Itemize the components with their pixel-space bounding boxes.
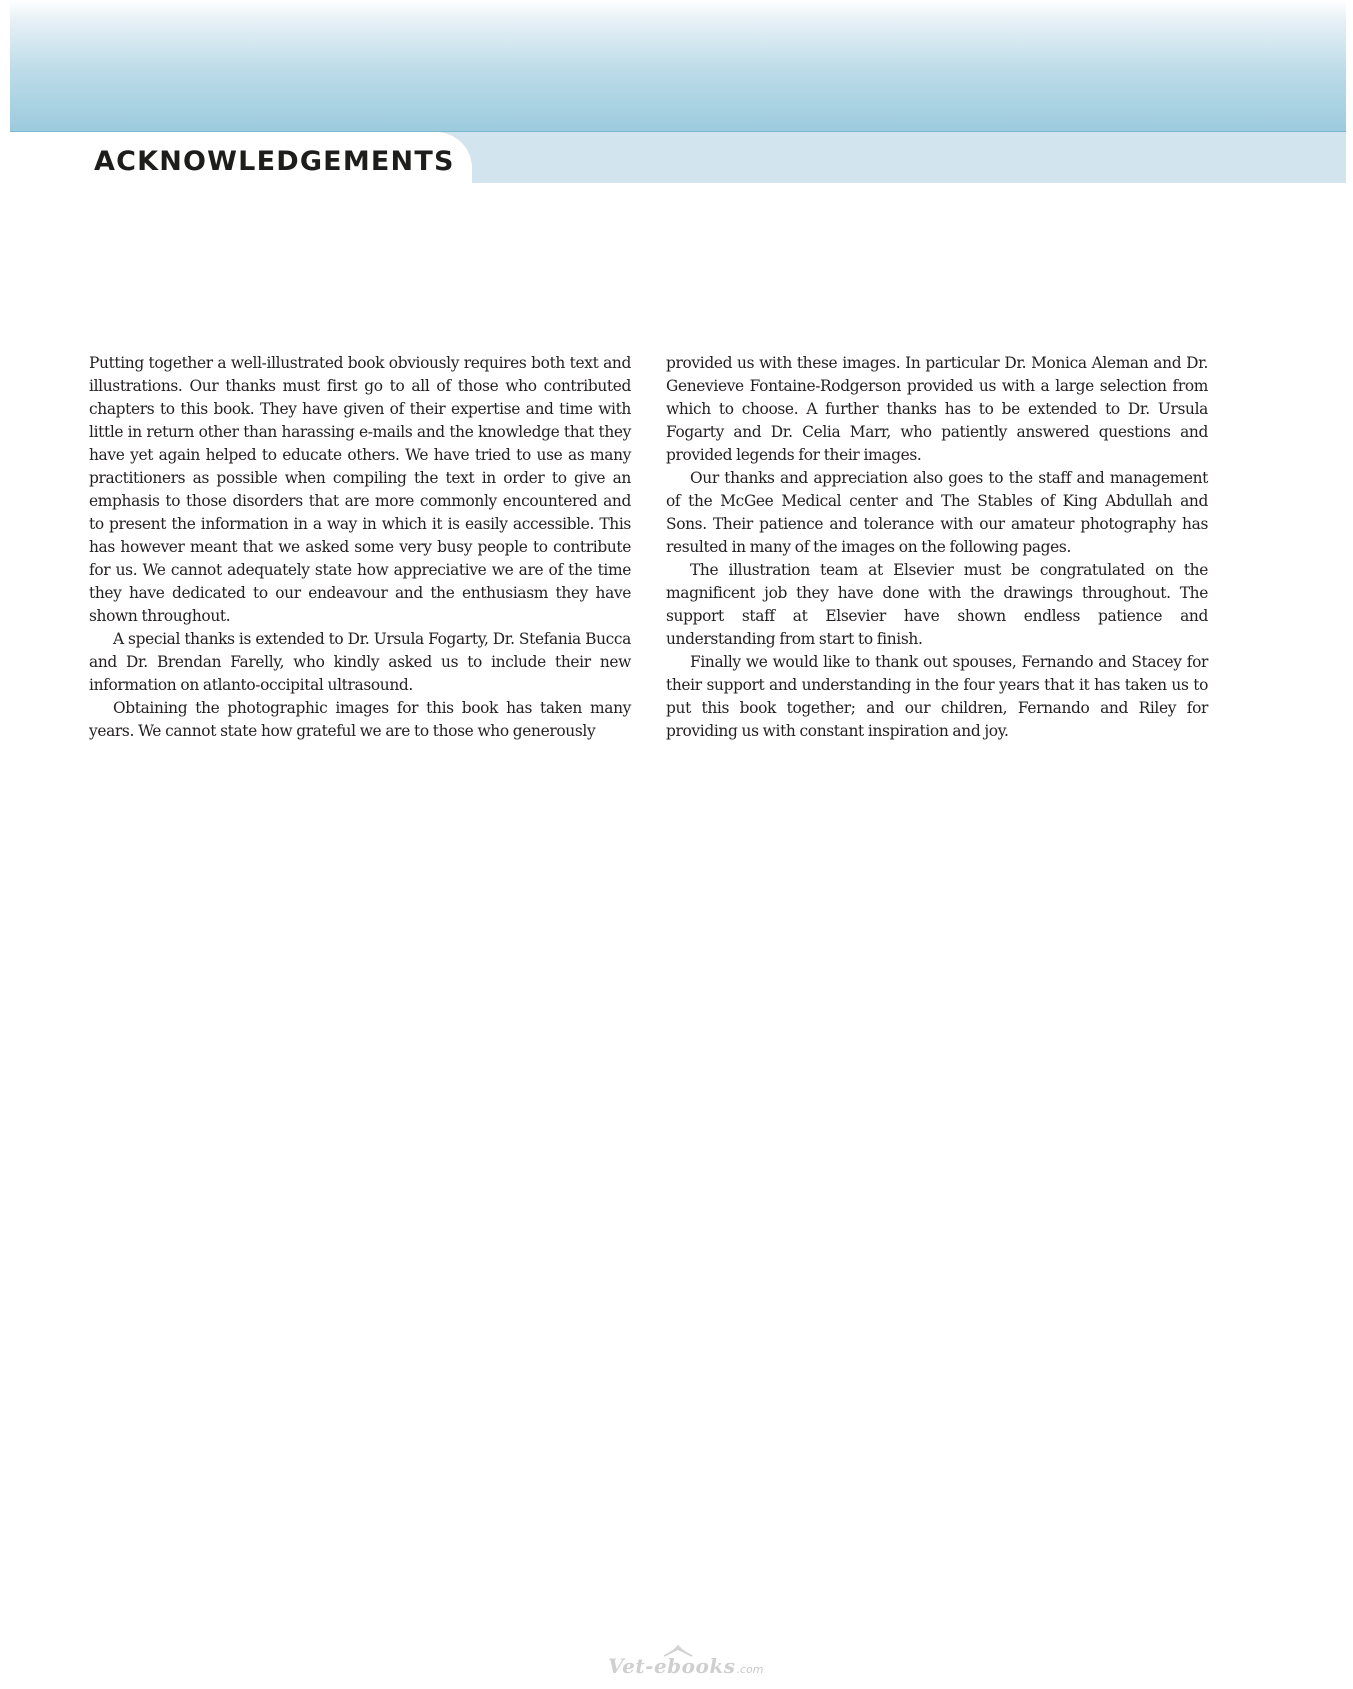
paragraph: The illustration team at Elsevier must be congratulated on the magnificent job they have done with the drawings throughout. The support staff at Elsevier have shown endless patience and understanding from start to finish. [666,561,1208,648]
paragraph: provided us with these images. In particular Dr. Monica Aleman and Dr. Genevieve Fontaine-Rodgerson provided us with a large selection from which to choose. A further thanks has to be extended to Dr. Ursula Fogarty and Dr. Celia Marr, who patiently answered questions and provided legends for their images. [666,354,1208,464]
paragraph: Our thanks and appreciation also goes to the staff and management of the McGee Medical center and The Stables of King Abdullah and Sons. Their patience and tolerance with our amateur photography has resulted in many of the images on the following pages. [666,469,1208,556]
paragraph: Finally we would like to thank out spouses, Fernando and Stacey for their support and understanding in the four years that it has taken us to put this book together; and our children, Fernando and Riley for providing us with constant inspiration and joy. [666,653,1208,740]
watermark-domain: .com [736,1662,764,1676]
header-band [10,0,1346,132]
watermark-text: Vet-ebooks [608,1654,736,1678]
right-column [666,352,1208,743]
book-stack-icon [662,1643,698,1662]
paragraph: Putting together a well-illustrated book obviously requires both text and illustrations. Our thanks must first go to all of those who contributed chapters to this book. They have given of their expertise and time with little in return other than harassing e-mails and the knowledge that they have yet again helped to educate others. We have tried to use as many practitioners as possible when compiling the text in order to give an emphasis to those disorders that are more commonly encountered and to present the information in a way in which it is easily accessible. This has however meant that we asked some very busy people to contribute for us. We cannot adequately state how appreciative we are of the time they have dedicated to our endeavour and the enthusiasm they have shown throughout. [89,354,631,625]
paragraph: A special thanks is extended to Dr. Ursula Fogarty, Dr. Stefania Bucca and Dr. Brendan Farelly, who kindly asked us to include their new information on atlanto-occipital ultrasound. [89,630,631,694]
page-title: ACKNOWLEDGEMENTS [94,146,455,177]
watermark [608,1651,763,1681]
left-column [89,352,631,743]
paragraph: Obtaining the photographic images for this book has taken many years. We cannot state how grateful we are to those who generously [89,699,631,740]
